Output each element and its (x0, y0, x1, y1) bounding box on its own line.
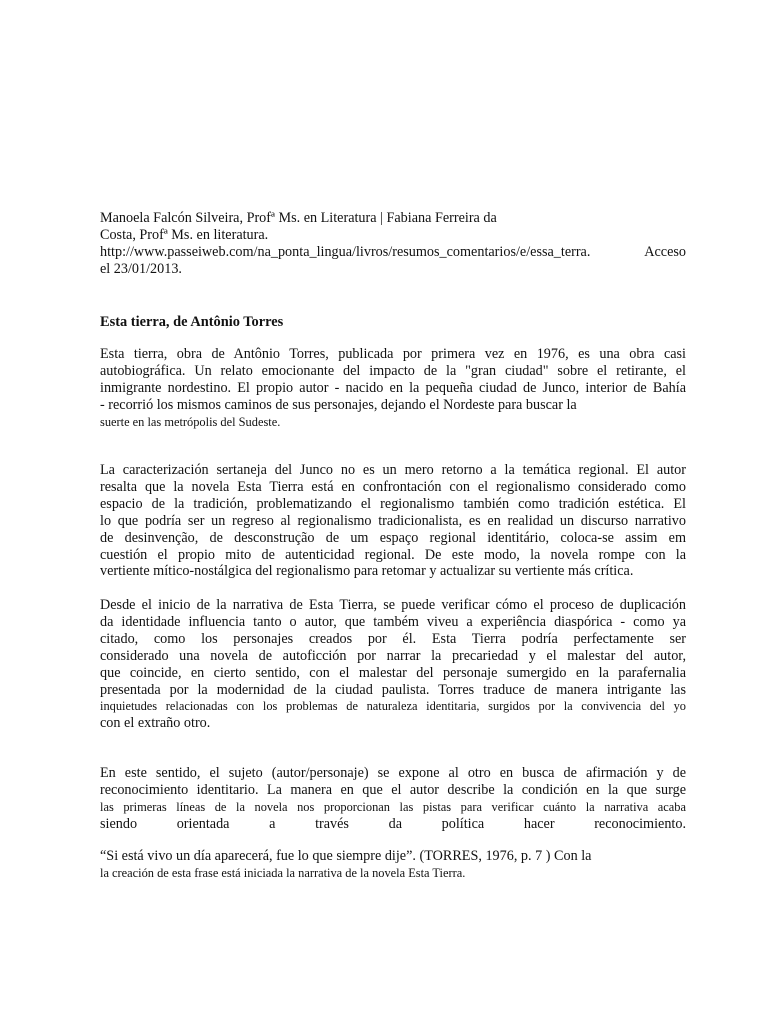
paragraph-line: las primeras líneas de la novela nos proporcionan las pistas para verificar cuánto la narrativa acaba (100, 799, 686, 814)
paragraph-line: lo que podría ser un regreso al regionalismo tradicionalista, es en realidad un discurso narrativo (100, 512, 686, 529)
citation-line: Costa, Profª Ms. en literatura. (100, 226, 269, 243)
paragraph-line: inmigrante nordestino. El propio autor - nacido en la pequeña ciudad de Junco, interior de Bahía (100, 379, 686, 396)
paragraph-line: resalta que la novela Esta Tierra está en confrontación con el regionalismo considerado como (100, 478, 686, 495)
paragraph-line: - recorrió los mismos caminos de sus personajes, dejando el Nordeste para buscar la (100, 396, 577, 413)
paragraph-line: que coincide, en cierto sentido, con el malestar del personaje sumergido en la parafernalia (100, 664, 686, 681)
paragraph-line: considerado una novela de autoficción por narrar la precariedad y el malestar del autor, (100, 647, 686, 664)
paragraph-line: suerte en las metrópolis del Sudeste. (100, 414, 281, 429)
citation-line: el 23/01/2013. (100, 260, 182, 277)
paragraph-line: da identidade influencia tanto o autor, que também viveu a experiência diaspórica - como ya (100, 613, 686, 630)
paragraph-line: inquietudes relacionadas con los problemas de naturaleza identitaria, surgidos por la convivencia del yo (100, 699, 686, 714)
paragraph-line: presentada por la modernidad de la ciudad paulista. Torres traduce de manera intrigante las (100, 681, 686, 698)
citation-url-line: http://www.passeiweb.com/na_ponta_lingua/livros/resumos_comentarios/e/essa_terra. Acceso (100, 243, 686, 260)
paragraph-line: de desinvenção, de desconstrução de um espaço regional identitário, coloca-se assim em (100, 529, 686, 546)
paragraph-line: reconocimiento identitario. La manera en que el autor describe la condición en la que surge (100, 781, 686, 798)
paragraph-3 (100, 597, 686, 732)
paragraph-line: La caracterización sertaneja del Junco no es un mero retorno a la temática regional. El autor (100, 462, 686, 478)
paragraph-line: vertiente mítico-nostálgica del regionalismo para retomar y actualizar su vertiente más crítica. (100, 563, 634, 580)
paragraph-line: cuestión el propio mito de autenticidad regional. De este modo, la novela rompe con la (100, 546, 686, 563)
document-heading (100, 314, 686, 331)
paragraph-4 (100, 765, 686, 833)
paragraph-line: Esta tierra, obra de Antônio Torres, publicada por primera vez en 1976, es una obra casi (100, 346, 686, 362)
paragraph-line: autobiográfica. Un relato emocionante del impacto de la "gran ciudad" sobre el retirante, el (100, 362, 686, 379)
paragraph-line: la creación de esta frase está iniciada la narrativa de la novela Esta Tierra. (100, 865, 466, 880)
paragraph-line: Desde el inicio de la narrativa de Esta Tierra, se puede verificar cómo el proceso de duplicación (100, 597, 686, 613)
paragraph-line: “Si está vivo un día aparecerá, fue lo que siempre dije”. (TORRES, 1976, p. 7 ) Con la (100, 848, 592, 864)
paragraph-line: espacio de la tradición, problematizando el regionalismo también como tradición estética. El (100, 495, 686, 512)
paragraph-line: citado, como los personajes creados por él. Esta Tierra podría perfectamente ser (100, 630, 686, 647)
paragraph-1 (100, 346, 686, 431)
citation-block (100, 210, 686, 278)
paragraph-2 (100, 462, 686, 580)
heading-text: Esta tierra, de Antônio Torres (100, 314, 284, 330)
paragraph-5 (100, 848, 686, 882)
paragraph-line: con el extraño otro. (100, 715, 211, 732)
paragraph-line: En este sentido, el sujeto (autor/personaje) se expone al otro en busca de afirmación y de (100, 765, 686, 781)
citation-line: Manoela Falcón Silveira, Profª Ms. en Literatura | Fabiana Ferreira da (100, 210, 497, 226)
paragraph-line: siendo orientada a través da política hacer reconocimiento. (100, 815, 686, 832)
